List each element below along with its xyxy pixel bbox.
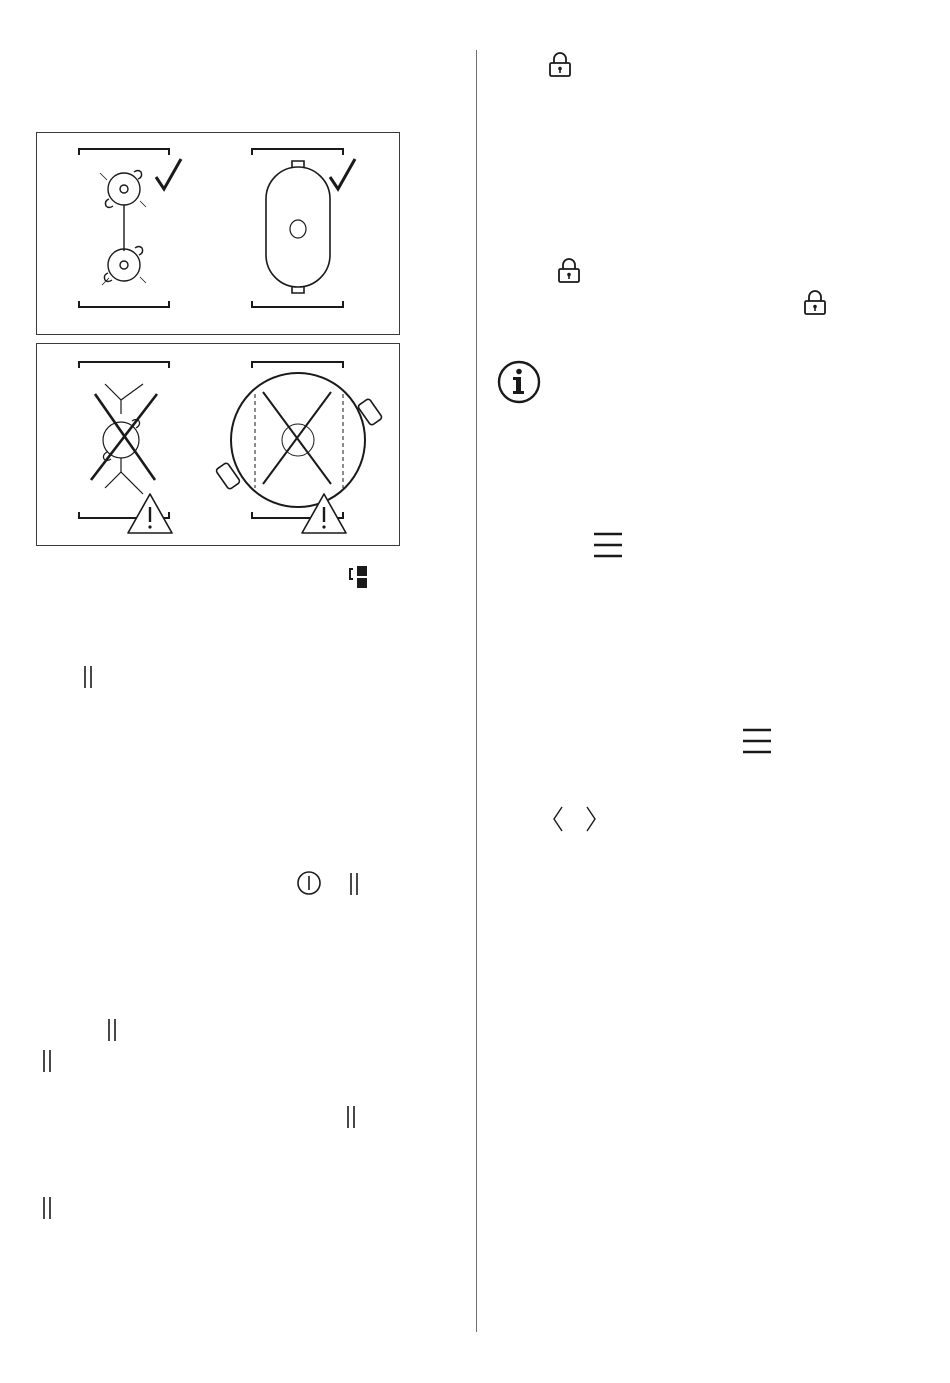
power-on-off-icon [296,870,322,896]
cooking-zone-outline [79,362,169,518]
menu-icon [742,727,772,755]
pause-bars-icon [349,872,359,896]
warning-icon [128,494,172,533]
menu-icon [593,531,623,559]
oval-bridge-cookware-icon [266,161,330,293]
bridge-function-icon [348,565,370,590]
lock-icon [548,52,572,78]
cross-out-icon [91,394,157,480]
pause-bars-icon [346,1105,356,1129]
pause-bars-icon [83,665,93,689]
lock-icon [557,258,581,284]
checkmark-icon [330,159,355,189]
column-divider [476,50,477,1332]
lock-icon [803,290,827,316]
pause-bars-icon [42,1196,52,1220]
pause-bars-icon [107,1018,117,1042]
checkmark-icon [156,159,181,189]
twin-zone-cookware-icon [100,171,146,286]
incorrect-placement-figure [36,343,400,546]
arrow-left-icon [552,806,564,832]
info-icon [497,360,541,404]
correct-placement-figure [36,132,400,335]
pause-bars-icon [42,1049,52,1073]
arrow-right-icon [585,806,597,832]
